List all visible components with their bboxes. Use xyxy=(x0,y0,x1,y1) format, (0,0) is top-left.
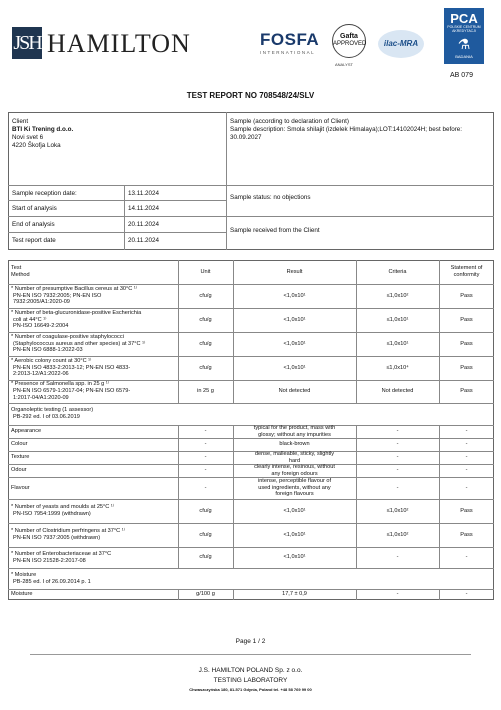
conformity-cell: - xyxy=(465,454,468,461)
result-cell: black-brown xyxy=(279,441,310,448)
col-divider xyxy=(356,284,357,308)
conformity-cell: Pass xyxy=(460,292,473,299)
conformity-cell: Pass xyxy=(460,388,473,395)
result-cell: dense, malleable, sticky, slightly xyxy=(254,450,335,457)
col-divider xyxy=(233,464,234,477)
date-label-reception: Sample reception date: xyxy=(12,190,77,197)
criteria-cell: ≤1,0x10² xyxy=(386,292,409,299)
result-cell: <1,0x10¹ xyxy=(283,292,306,299)
date-label-start: Start of analysis xyxy=(12,205,57,212)
test-method-line: PN-EN ISO 6579-1:2017-04; PN-EN ISO 6579- xyxy=(13,388,131,395)
result-cell: <1,0x10¹ xyxy=(283,507,306,514)
unit-cell: cfu/g xyxy=(199,531,212,538)
row-divider xyxy=(8,547,494,548)
test-method-line: * Presence of Salmonella spp. in 25 g ¹⁾ xyxy=(11,381,110,388)
col-divider xyxy=(178,332,179,356)
conformity-cell: Pass xyxy=(460,507,473,514)
unit-cell: cfu/g xyxy=(199,364,212,371)
conformity-cell: Pass xyxy=(460,531,473,538)
col-divider xyxy=(356,477,357,499)
col-divider xyxy=(356,464,357,477)
col-divider xyxy=(233,308,234,332)
col-divider xyxy=(233,589,234,600)
organoleptic-label: Appearance xyxy=(11,428,42,435)
row-divider xyxy=(8,332,494,333)
col-divider xyxy=(178,523,179,547)
results-table xyxy=(8,260,494,632)
result-cell: hard xyxy=(288,457,301,464)
result-cell: Not detected xyxy=(278,388,311,395)
col-divider xyxy=(233,451,234,464)
unit-cell: - xyxy=(204,484,207,491)
col-divider xyxy=(439,477,440,499)
row-divider xyxy=(8,523,494,524)
col-divider xyxy=(178,499,179,523)
unit-cell: cfu/g xyxy=(199,340,212,347)
col-divider xyxy=(233,356,234,380)
date-value-report: 20.11.2024 xyxy=(128,237,160,244)
col-divider xyxy=(439,380,440,403)
col-divider xyxy=(178,477,179,499)
result-cell: glossy; without any impurities xyxy=(258,431,331,438)
col-divider xyxy=(233,477,234,499)
col-divider xyxy=(356,425,357,438)
col-divider xyxy=(439,547,440,568)
test-method-line: 7932:2005/A1:2020-09 xyxy=(13,299,70,306)
row-divider xyxy=(8,568,494,569)
criteria-cell: - xyxy=(396,454,399,461)
gafta-logo: Gafta APPROVED xyxy=(332,24,366,58)
table-header-conformity: conformity xyxy=(453,272,480,278)
client-city: 4220 Škofja Loka xyxy=(12,142,61,149)
table-header-conformity: Statement of xyxy=(450,265,483,272)
col-divider xyxy=(439,464,440,477)
test-method-line: * Aerobic colony count at 30°C ¹⁾ xyxy=(11,357,92,364)
row-divider xyxy=(8,499,494,500)
col-divider xyxy=(439,425,440,438)
accreditation-number: AB 079 xyxy=(450,72,473,79)
sample-received: Sample received from the Client xyxy=(230,227,320,234)
result-cell: used ingredients, without any xyxy=(258,484,331,491)
section-header-line: * Moisture xyxy=(11,572,37,578)
footer-lab: TESTING LABORATORY xyxy=(213,677,288,684)
organoleptic-label: Texture xyxy=(11,454,30,461)
fosfa-sub: INTERNATIONAL xyxy=(260,50,316,55)
criteria-cell: ≤1,0x10² xyxy=(386,507,409,514)
conformity-cell: Pass xyxy=(460,364,473,371)
unit-cell: cfu/g xyxy=(199,292,212,299)
report-title: TEST REPORT NO 708548/24/SLV xyxy=(186,91,315,100)
col-divider xyxy=(356,499,357,523)
row-divider xyxy=(8,308,494,309)
result-cell: typical for the product, mass with xyxy=(253,424,336,431)
col-divider xyxy=(233,380,234,403)
criteria-cell: - xyxy=(396,554,399,561)
col-divider xyxy=(439,451,440,464)
test-method-line: 1:2017-04/A1:2020-09 xyxy=(13,394,69,401)
client-label: Client xyxy=(12,118,29,125)
sample-description: Sample description: Smola shilajit (izdelek Himalaya);LOT:14102024H; best before: 30.09.2027 xyxy=(230,126,463,141)
result-cell: <1,0x10¹ xyxy=(283,531,306,538)
col-divider xyxy=(439,356,440,380)
criteria-cell: ≤1,0x10¹ xyxy=(386,316,409,323)
result-cell: clearly intense, resinous, without xyxy=(254,463,335,470)
test-method-line: * Number of coagulase-positive staphylococci xyxy=(11,333,124,340)
result-cell: any foreign odours xyxy=(271,470,318,477)
row-divider xyxy=(8,403,494,404)
col-divider xyxy=(178,547,179,568)
col-divider xyxy=(233,284,234,308)
client-name: BTI Ki Trening d.o.o. xyxy=(12,126,74,133)
result-cell: <1,0x10¹ xyxy=(283,554,306,561)
gafta-analyst: ANALYST xyxy=(335,62,353,67)
col-divider xyxy=(178,589,179,600)
col-divider xyxy=(233,425,234,438)
criteria-cell: ≤1,0x10⁴ xyxy=(386,364,409,371)
col-divider xyxy=(439,589,440,600)
col-divider xyxy=(178,425,179,438)
conformity-cell: - xyxy=(465,591,468,598)
client-street: Novi svet 6 xyxy=(12,134,44,141)
unit-cell: g/100 g xyxy=(196,591,215,598)
result-cell: 17,7 ± 0,9 xyxy=(282,591,307,598)
col-divider xyxy=(439,523,440,547)
criteria-cell: ≤1,0x10² xyxy=(386,531,409,538)
result-cell: intense, perceptible flavour of xyxy=(257,477,332,484)
col-divider xyxy=(356,260,357,284)
col-divider xyxy=(439,332,440,356)
organoleptic-label: Colour xyxy=(11,441,28,448)
footer-address: Chwaszczyńska 180, 81-571 Gdynia, Poland tel. +48 58 769 99 00 xyxy=(189,687,312,692)
unit-cell: cfu/g xyxy=(199,554,212,561)
col-divider xyxy=(356,547,357,568)
unit-cell: - xyxy=(204,441,207,448)
col-divider xyxy=(178,438,179,451)
table-header-criteria: Criteria xyxy=(388,268,407,275)
unit-cell: cfu/g xyxy=(199,316,212,323)
test-method-line: PN-EN ISO 21528-2:2017-08 xyxy=(13,557,86,564)
section-header-line: Organoleptic testing (1 assessor) xyxy=(11,407,94,413)
test-method-line: * Number of Clostridium perfringens at 37°C ¹⁾ xyxy=(11,528,125,535)
result-cell: foreign flavours xyxy=(275,491,314,498)
date-label-report: Test report date xyxy=(12,237,56,244)
criteria-cell: Not detected xyxy=(381,388,414,395)
fosfa-logo: FOSFA xyxy=(260,30,320,49)
col-divider xyxy=(356,332,357,356)
date-label-end: End of analysis xyxy=(12,221,55,228)
col-divider xyxy=(178,356,179,380)
unit-cell: - xyxy=(204,454,207,461)
test-method-line: * Number of yeasts and moulds at 25°C ¹⁾ xyxy=(11,504,115,511)
col-divider xyxy=(439,438,440,451)
col-divider xyxy=(233,547,234,568)
criteria-cell: - xyxy=(396,484,399,491)
conformity-cell: - xyxy=(465,467,468,474)
criteria-cell: ≤1,0x10¹ xyxy=(386,340,409,347)
conformity-cell: - xyxy=(465,441,468,448)
conformity-cell: - xyxy=(465,554,468,561)
test-method-line: PN-EN ISO 4833-2:2013-12; PN-EN ISO 4833- xyxy=(13,364,131,371)
conformity-cell: - xyxy=(465,484,468,491)
col-divider xyxy=(439,284,440,308)
test-method-line: * Number of Enterobacteriaceae at 37°C xyxy=(11,550,112,557)
col-divider xyxy=(233,438,234,451)
date-value-start: 14.11.2024 xyxy=(128,205,160,212)
row-divider xyxy=(8,438,494,439)
result-cell: <1,0x10¹ xyxy=(283,364,306,371)
ilac-mra-logo: ilac-MRA xyxy=(378,30,424,58)
col-divider xyxy=(356,523,357,547)
organoleptic-label: Odour xyxy=(11,467,27,474)
col-divider xyxy=(233,332,234,356)
section-header-line: PB-285 ed. I of 26.09.2014 p. 1 xyxy=(13,579,91,585)
test-method-line: PN-ISO 7954:1999 (withdrawn) xyxy=(13,511,91,517)
sample-label: Sample (according to declaration of Client) xyxy=(230,118,350,125)
conformity-cell: - xyxy=(465,428,468,435)
unit-cell: in 25 g xyxy=(197,388,214,395)
hamilton-brand: HAMILTON xyxy=(47,29,191,58)
test-method-line: * Number of beta-glucuronidase-positive Escherichia xyxy=(11,309,142,316)
organoleptic-label: Flavour xyxy=(11,484,30,491)
test-method-line: (Staphylococcus aureus and other species) at 37°C ¹⁾ xyxy=(13,340,146,347)
col-divider xyxy=(233,523,234,547)
conformity-cell: Pass xyxy=(460,340,473,347)
col-divider xyxy=(233,260,234,284)
col-divider xyxy=(356,380,357,403)
table-header-method: Method xyxy=(11,272,30,278)
result-cell: <1,0x10¹ xyxy=(283,316,306,323)
table-header-result: Result xyxy=(286,268,303,275)
criteria-cell: - xyxy=(396,441,399,448)
conformity-cell: Pass xyxy=(460,316,473,323)
criteria-cell: - xyxy=(396,467,399,474)
test-method-line: PN-EN ISO 7932:2005; PN-EN ISO xyxy=(13,292,102,299)
test-method-line: 2:2013-12/A1:2022-06 xyxy=(13,371,69,378)
organoleptic-label: Moisture xyxy=(11,591,33,598)
date-value-end: 20.11.2024 xyxy=(128,221,160,228)
col-divider xyxy=(178,284,179,308)
col-divider xyxy=(439,260,440,284)
test-method-line: PN-EN ISO 6888-1:2022-03 xyxy=(13,347,83,354)
row-divider xyxy=(8,356,494,357)
col-divider xyxy=(178,308,179,332)
col-divider xyxy=(356,589,357,600)
test-method-line: coli at 44°C ¹⁾ xyxy=(13,316,47,323)
col-divider xyxy=(356,356,357,380)
col-divider xyxy=(233,499,234,523)
test-method-line: PN-EN ISO 7937:2005 (withdrawn) xyxy=(13,535,101,541)
col-divider xyxy=(439,308,440,332)
section-header-line: PB-292 ed. I of 03.06.2019 xyxy=(13,414,80,420)
col-divider xyxy=(178,380,179,403)
result-cell: <1,0x10¹ xyxy=(283,340,306,347)
row-divider xyxy=(8,284,494,285)
hamilton-logo-mark: JSH xyxy=(12,27,42,59)
test-method-line: * Number of presumptive Bacillus cereus at 30°C ¹⁾ xyxy=(11,285,138,292)
col-divider xyxy=(356,451,357,464)
col-divider xyxy=(439,499,440,523)
date-value-reception: 13.11.2024 xyxy=(128,190,160,197)
pca-logo: PCA POLSKIE CENTRUM AKREDYTACJI ⚗ BADANIA xyxy=(444,8,484,64)
col-divider xyxy=(356,438,357,451)
table-header-unit: Unit xyxy=(200,268,211,275)
criteria-cell: - xyxy=(396,428,399,435)
row-divider xyxy=(8,589,494,590)
test-method-line: PN-ISO 16649-2:2004 xyxy=(13,323,69,330)
col-divider xyxy=(178,260,179,284)
sample-status: Sample status: no objections xyxy=(230,194,311,201)
page-number: Page 1 / 2 xyxy=(235,638,266,645)
criteria-cell: - xyxy=(396,591,399,598)
unit-cell: cfu/g xyxy=(199,507,212,514)
col-divider xyxy=(178,451,179,464)
col-divider xyxy=(356,308,357,332)
unit-cell: - xyxy=(204,467,207,474)
footer-company: J.S. HAMILTON POLAND Sp. z o.o. xyxy=(198,667,303,674)
col-divider xyxy=(178,464,179,477)
flask-icon: ⚗ xyxy=(457,35,471,52)
table-header-test: Test xyxy=(11,265,22,271)
unit-cell: - xyxy=(204,428,207,435)
